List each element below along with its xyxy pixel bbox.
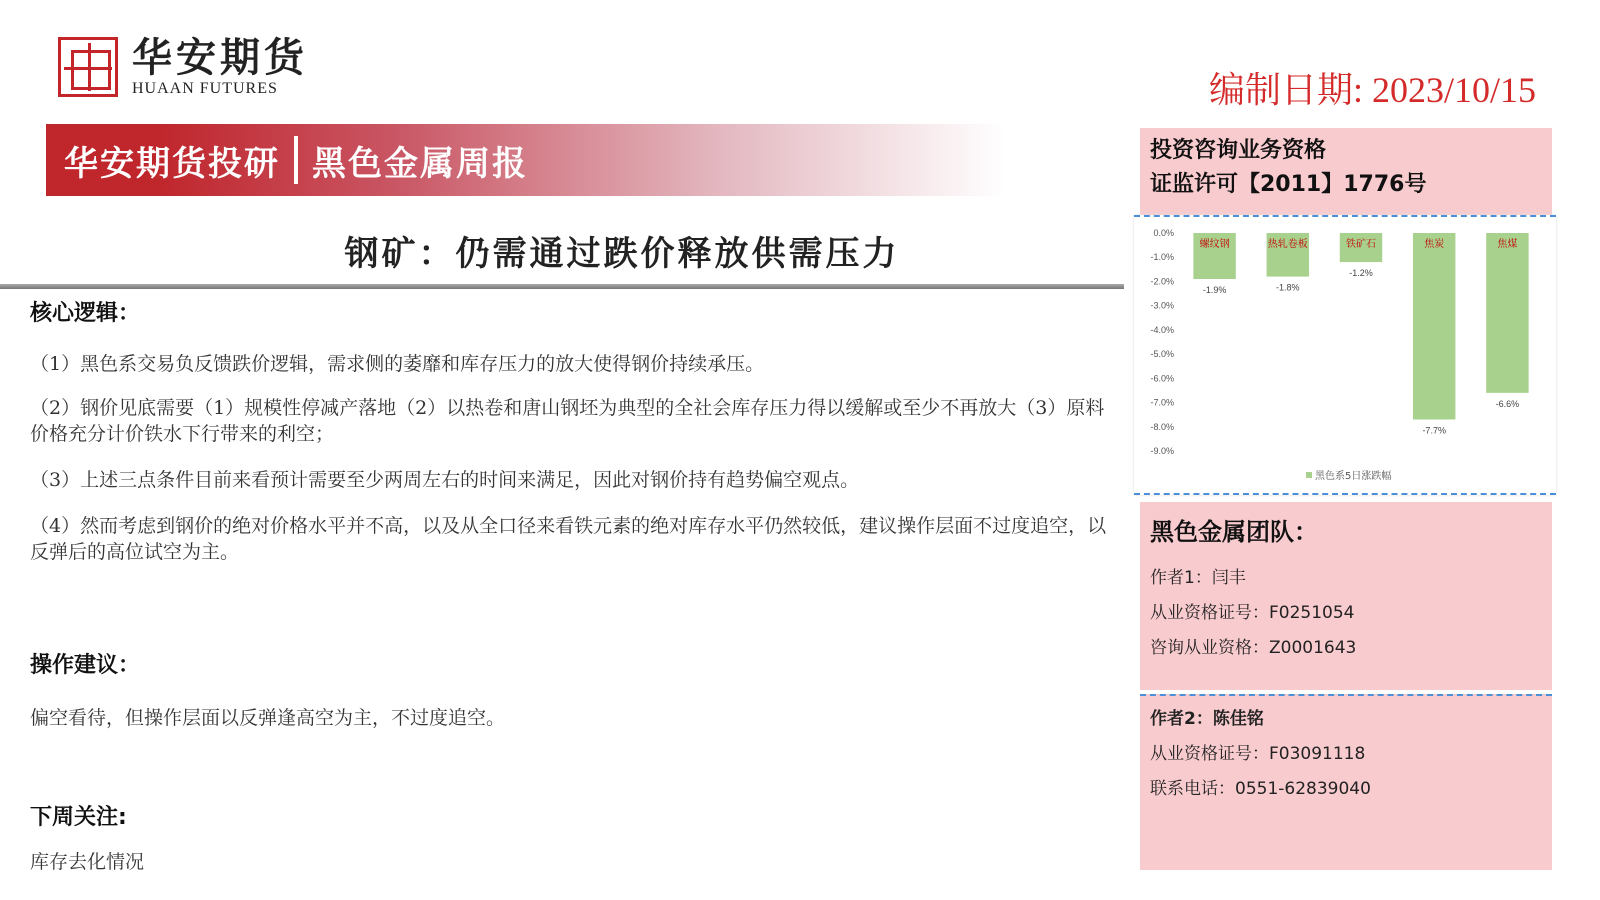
core-logic-item: （3）上述三点条件目前来看预计需要至少两周左右的时间来满足，因此对钢价持有趋势偏空观点。: [30, 469, 860, 491]
legend-swatch: [1306, 472, 1312, 478]
category-label: 热轧卷板: [1267, 239, 1308, 250]
page-title: 钢矿：仍需通过跌价释放供需压力: [344, 234, 900, 274]
author2-phone: 联系电话：0551-62839040: [1150, 779, 1371, 799]
core-logic-title: 核心逻辑：: [30, 301, 141, 326]
y-tick-label: -9.0%: [1150, 446, 1174, 456]
bar: [1486, 233, 1528, 393]
legend-label: 黑色系5日涨跌幅: [1315, 471, 1392, 482]
logo-english-name: HUAAN FUTURES: [132, 80, 278, 97]
qualification-line2: 证监许可【2011】1776号: [1150, 172, 1427, 197]
y-tick-label: 0.0%: [1153, 228, 1174, 238]
bar: [1413, 233, 1455, 420]
y-tick-label: -4.0%: [1150, 324, 1174, 335]
chart-svg: [1134, 217, 1554, 493]
y-tick-label: -6.0%: [1150, 373, 1174, 384]
core-logic-section: [30, 296, 1120, 565]
team-title: 黑色金属团队：: [1150, 518, 1318, 546]
core-logic-item: （4）然而考虑到钢价的绝对价格水平并不高，以及从全口径来看铁元素的绝对库存水平仍然较低，建议操作层面不过度追空，以反弹后的高位试空为主。: [30, 515, 1107, 563]
y-tick-label: -1.0%: [1150, 252, 1174, 263]
report-banner: [46, 124, 1006, 196]
operation-text: 偏空看待，但操作层面以反弹逢高空为主，不过度追空。: [30, 707, 506, 729]
next-week-section: [30, 800, 1120, 875]
y-tick-label: -7.0%: [1150, 397, 1174, 408]
category-label: 焦炭: [1424, 239, 1445, 250]
category-label: 铁矿石: [1346, 239, 1376, 250]
author2-box: [1140, 694, 1552, 870]
logo-chinese-name: 华安期货: [132, 34, 308, 81]
next-week-text: 库存去化情况: [30, 851, 145, 873]
qualification-box: [1140, 128, 1552, 215]
author1-name: 作者1：闫丰: [1150, 568, 1246, 588]
data-label: -1.8%: [1276, 282, 1300, 293]
y-tick-label: -2.0%: [1150, 276, 1174, 287]
title-divider: [0, 284, 1124, 289]
next-week-title: 下周关注:: [30, 805, 127, 830]
team-box: [1140, 502, 1552, 690]
qualification-line1: 投资咨询业务资格: [1150, 138, 1327, 163]
banner-report-type: 黑色金属周报: [312, 143, 528, 184]
data-label: -6.6%: [1495, 398, 1520, 409]
category-label: 螺纹钢: [1199, 239, 1230, 250]
company-logo: [58, 36, 308, 98]
logo-mark-icon: [58, 37, 118, 97]
author2-cert: 从业资格证号：F03091118: [1150, 744, 1366, 764]
banner-brand: 华安期货投研: [64, 143, 280, 184]
y-tick-label: -3.0%: [1150, 300, 1174, 311]
data-label: -7.7%: [1422, 425, 1446, 436]
operation-title: 操作建议：: [30, 653, 141, 678]
core-logic-item: （1）黑色系交易负反馈跌价逻辑，需求侧的萎靡和库存压力的放大使得钢价持续承压。: [30, 353, 765, 375]
data-label: -1.2%: [1349, 268, 1373, 279]
author2-name: 作者2：陈佳铭: [1150, 709, 1264, 729]
author1-consult: 咨询从业资格：Z0001643: [1150, 638, 1357, 658]
y-tick-label: -5.0%: [1150, 349, 1174, 360]
author1-cert: 从业资格证号：F0251054: [1150, 603, 1355, 623]
report-date: 编制日期: 2023/10/15: [1208, 70, 1536, 110]
price-change-chart: [1134, 215, 1556, 495]
category-label: 焦煤: [1497, 239, 1518, 250]
y-tick-label: -8.0%: [1150, 421, 1174, 432]
operation-section: [30, 648, 1120, 731]
core-logic-item: （2）钢价见底需要（1）规模性停减产落地（2）以热卷和唐山钢坯为典型的全社会库存压力得以缓解或至少不再放大（3）原料价格充分计价铁水下行带来的利空；: [30, 397, 1105, 445]
data-label: -1.9%: [1202, 285, 1227, 296]
